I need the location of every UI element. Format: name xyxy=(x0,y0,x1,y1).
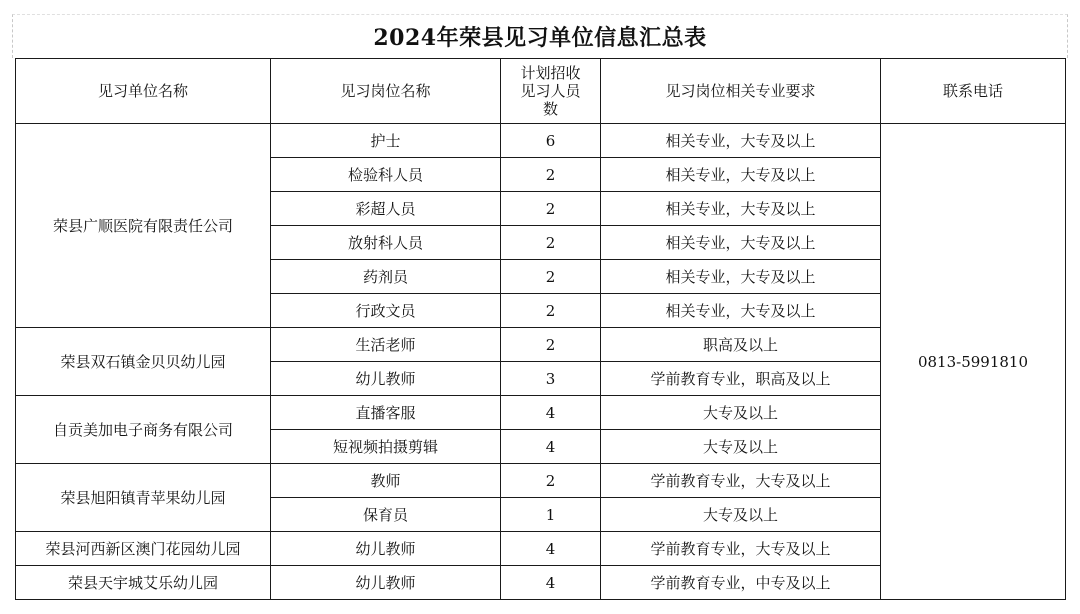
header-count xyxy=(501,59,601,124)
requirement-cell: 相关专业，大专及以上 xyxy=(601,158,881,192)
count-cell: 2 xyxy=(501,294,601,328)
count-cell: 3 xyxy=(501,362,601,396)
unit-name-cell: 荣县河西新区澳门花园幼儿园 xyxy=(16,532,271,566)
count-cell: 4 xyxy=(501,566,601,600)
position-cell: 生活老师 xyxy=(271,328,501,362)
position-cell: 短视频拍摄剪辑 xyxy=(271,430,501,464)
requirement-cell: 相关专业，大专及以上 xyxy=(601,124,881,158)
position-cell: 保育员 xyxy=(271,498,501,532)
requirement-cell: 大专及以上 xyxy=(601,430,881,464)
header-requirement: 见习岗位相关专业要求 xyxy=(601,59,881,124)
requirement-cell: 学前教育专业，职高及以上 xyxy=(601,362,881,396)
count-cell: 6 xyxy=(501,124,601,158)
unit-name-cell: 荣县双石镇金贝贝幼儿园 xyxy=(16,328,271,396)
unit-name-cell: 荣县天宇城艾乐幼儿园 xyxy=(16,566,271,600)
requirement-cell: 相关专业，大专及以上 xyxy=(601,260,881,294)
position-cell: 幼儿教师 xyxy=(271,532,501,566)
header-phone: 联系电话 xyxy=(881,59,1066,124)
count-cell: 2 xyxy=(501,464,601,498)
position-cell: 直播客服 xyxy=(271,396,501,430)
count-cell: 2 xyxy=(501,260,601,294)
position-cell: 药剂员 xyxy=(271,260,501,294)
header-count-line2: 见习人员 xyxy=(520,82,581,100)
count-cell: 4 xyxy=(501,532,601,566)
position-cell: 护士 xyxy=(271,124,501,158)
position-cell: 彩超人员 xyxy=(271,192,501,226)
requirement-cell: 大专及以上 xyxy=(601,498,881,532)
header-position: 见习岗位名称 xyxy=(271,59,501,124)
count-cell: 2 xyxy=(501,192,601,226)
requirement-cell: 相关专业，大专及以上 xyxy=(601,294,881,328)
position-cell: 教师 xyxy=(271,464,501,498)
position-cell: 幼儿教师 xyxy=(271,566,501,600)
unit-name-cell: 荣县旭阳镇青苹果幼儿园 xyxy=(16,464,271,532)
requirement-cell: 学前教育专业，大专及以上 xyxy=(601,464,881,498)
header-row xyxy=(16,59,1066,124)
unit-name-cell: 自贡美加电子商务有限公司 xyxy=(16,396,271,464)
header-count-line3: 数 xyxy=(542,100,558,118)
position-cell: 行政文员 xyxy=(271,294,501,328)
count-cell: 2 xyxy=(501,328,601,362)
count-cell: 2 xyxy=(501,226,601,260)
table-title: 2024年荣县见习单位信息汇总表 xyxy=(12,14,1068,58)
count-cell: 4 xyxy=(501,430,601,464)
position-cell: 放射科人员 xyxy=(271,226,501,260)
unit-name-cell: 荣县广顺医院有限责任公司 xyxy=(16,124,271,328)
requirement-cell: 相关专业，大专及以上 xyxy=(601,226,881,260)
requirement-cell: 学前教育专业，大专及以上 xyxy=(601,532,881,566)
requirement-cell: 相关专业，大专及以上 xyxy=(601,192,881,226)
count-cell: 4 xyxy=(501,396,601,430)
table-row xyxy=(16,124,1066,158)
position-cell: 检验科人员 xyxy=(271,158,501,192)
requirement-cell: 职高及以上 xyxy=(601,328,881,362)
header-unit: 见习单位名称 xyxy=(16,59,271,124)
count-cell: 2 xyxy=(501,158,601,192)
count-cell: 1 xyxy=(501,498,601,532)
position-cell: 幼儿教师 xyxy=(271,362,501,396)
requirement-cell: 学前教育专业，中专及以上 xyxy=(601,566,881,600)
requirement-cell: 大专及以上 xyxy=(601,396,881,430)
internship-table xyxy=(15,58,1066,600)
phone-cell: 0813-5991810 xyxy=(881,124,1066,600)
header-count-line1: 计划招收 xyxy=(520,64,581,82)
spreadsheet xyxy=(12,14,1068,604)
